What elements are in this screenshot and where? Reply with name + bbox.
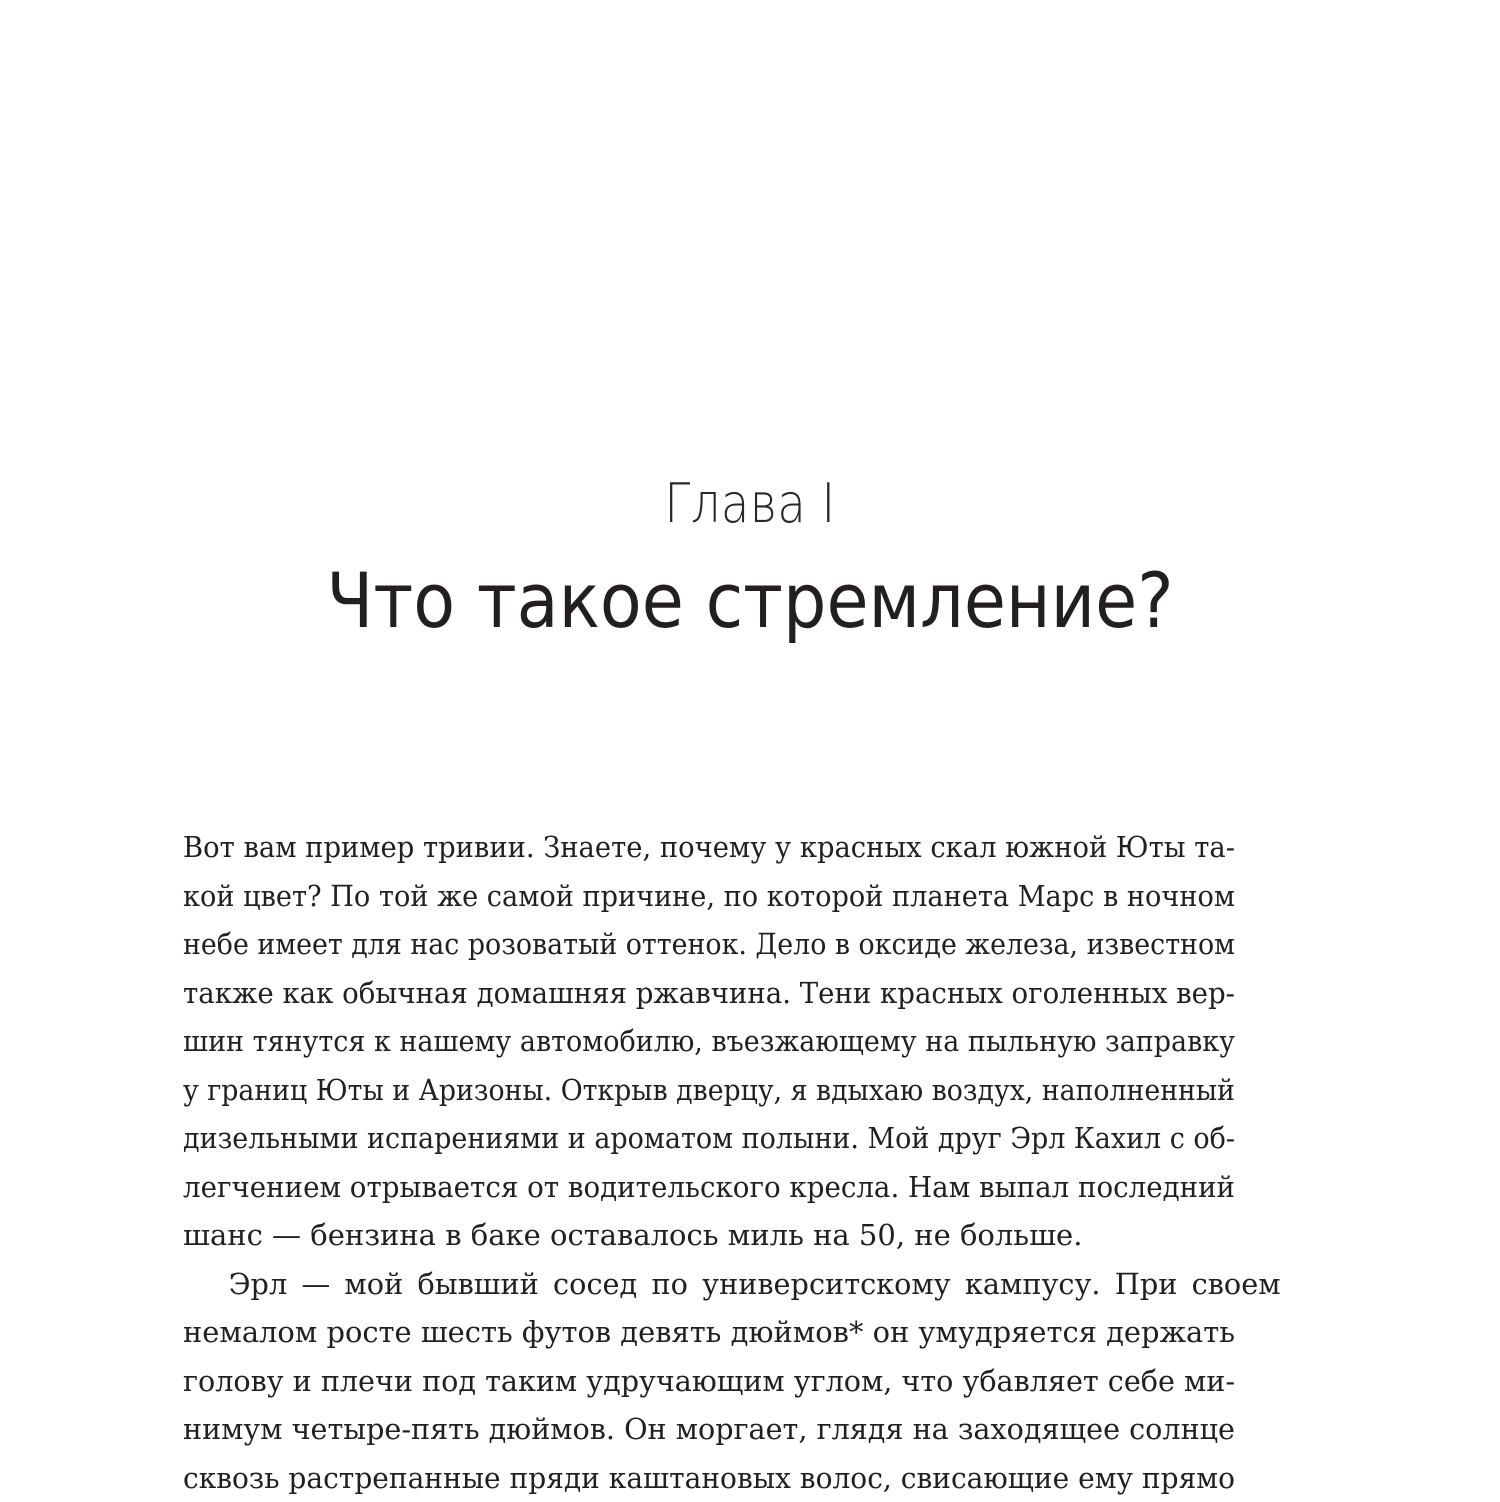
text-line: Вот вам пример тривии. Знаете, почему у красных скал южной Юты та- bbox=[183, 823, 1235, 872]
body-text bbox=[183, 823, 1235, 1502]
chapter-title: Что такое стремление? bbox=[75, 556, 1425, 646]
text-line: у границ Юты и Аризоны. Открыв дверцу, я вдыхаю воздух, наполненный bbox=[183, 1066, 1235, 1115]
text-line: легчением отрывается от водительского кресла. Нам выпал последний bbox=[183, 1163, 1235, 1212]
text-line: Эрл — мой бывший сосед по университскому кампусу. При своем bbox=[183, 1260, 1281, 1309]
paragraph-1 bbox=[183, 823, 1235, 1260]
text-line: дизельными испарениями и ароматом полыни. Мой друг Эрл Кахил с об- bbox=[183, 1114, 1235, 1163]
text-line: шанс — бензина в баке оставалось миль на 50, не больше. bbox=[183, 1211, 1235, 1260]
text-line: сквозь растрепанные пряди каштановых волос, свисающие ему прямо bbox=[183, 1454, 1235, 1502]
text-line: нимум четыре-пять дюймов. Он моргает, глядя на заходящее солнце bbox=[183, 1405, 1235, 1454]
paragraph-2 bbox=[183, 1260, 1235, 1502]
text-line: также как обычная домашняя ржавчина. Тени красных оголенных вер- bbox=[183, 969, 1235, 1018]
chapter-label: Глава I bbox=[105, 472, 1395, 536]
text-line: шин тянутся к нашему автомобилю, въезжающему на пыльную заправку bbox=[183, 1017, 1235, 1066]
text-line: немалом росте шесть футов девять дюймов* он умудряется держать bbox=[183, 1308, 1235, 1357]
text-line: кой цвет? По той же самой причине, по которой планета Марс в ночном bbox=[183, 872, 1235, 921]
text-line: небе имеет для нас розоватый оттенок. Дело в оксиде железа, известном bbox=[183, 920, 1235, 969]
text-line: голову и плечи под таким удручающим углом, что убавляет себе ми- bbox=[183, 1357, 1235, 1406]
